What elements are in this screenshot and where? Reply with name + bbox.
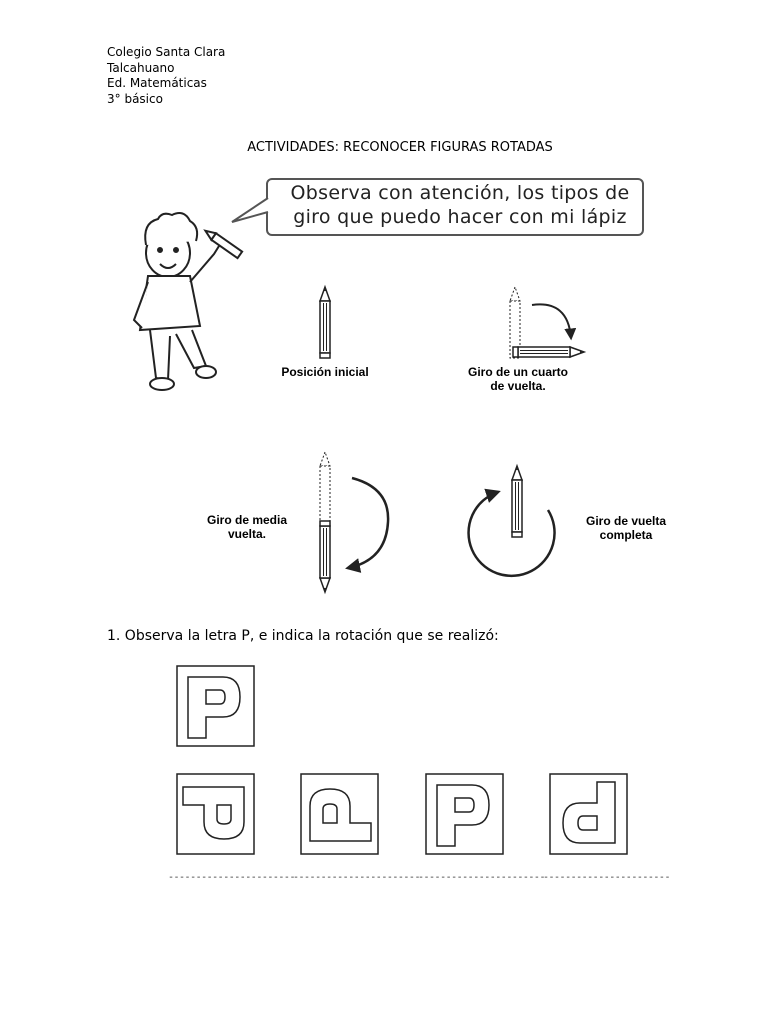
rotation-arrow-icon-quarter [532, 304, 571, 338]
letter-box-option-3 [426, 774, 503, 854]
letter-box-option-4 [550, 774, 627, 854]
speech-line-1: Observa con atención, los tipos de [290, 182, 630, 204]
boy-illustration [134, 213, 242, 390]
letter-box-option-2 [301, 774, 378, 854]
pencil-icon-half-ghost [320, 452, 330, 523]
label-half-line-1: Giro de media [206, 513, 288, 527]
answer-blank-3[interactable]: ----------------------- [418, 872, 545, 883]
speech-line-2: giro que puedo hacer con mi lápiz [293, 206, 627, 228]
pencil-icon-half [320, 521, 330, 592]
label-quarter-turn [448, 365, 588, 393]
pencil-icon-quarter [513, 347, 584, 357]
pencil-icon-initial [320, 287, 330, 358]
subject-name: Ed. Matemáticas [107, 76, 207, 90]
answer-blank-1[interactable]: ----------------------- [168, 872, 295, 883]
rotation-arrow-icon-half [348, 478, 388, 568]
label-full-turn [566, 514, 686, 542]
grade-name: 3° básico [107, 91, 163, 106]
label-initial-position: Posición inicial [281, 365, 369, 379]
letter-box-option-1 [177, 774, 254, 854]
answer-blank-4[interactable]: ----------------------- [543, 872, 670, 883]
pencil-icon-full [512, 466, 522, 537]
label-full-line-1: Giro de vuelta [585, 514, 667, 528]
answer-blank-2[interactable]: ----------------------- [293, 872, 420, 883]
label-quarter-line-1: Giro de un cuarto [467, 365, 568, 379]
label-half-line-2: vuelta. [227, 527, 266, 541]
label-full-line-2: completa [599, 528, 653, 542]
question-text: 1. Observa la letra P, e indica la rotación que se realizó: [107, 628, 499, 644]
school-name: Colegio Santa Clara [107, 45, 226, 59]
bubble-tail [232, 198, 268, 222]
letter-box-model [177, 666, 254, 746]
label-half-turn [192, 513, 302, 541]
label-quarter-line-2: de vuelta. [490, 379, 546, 393]
page-title: ACTIVIDADES: RECONOCER FIGURAS ROTADAS [247, 140, 553, 155]
city-name: Talcahuano [107, 60, 175, 75]
